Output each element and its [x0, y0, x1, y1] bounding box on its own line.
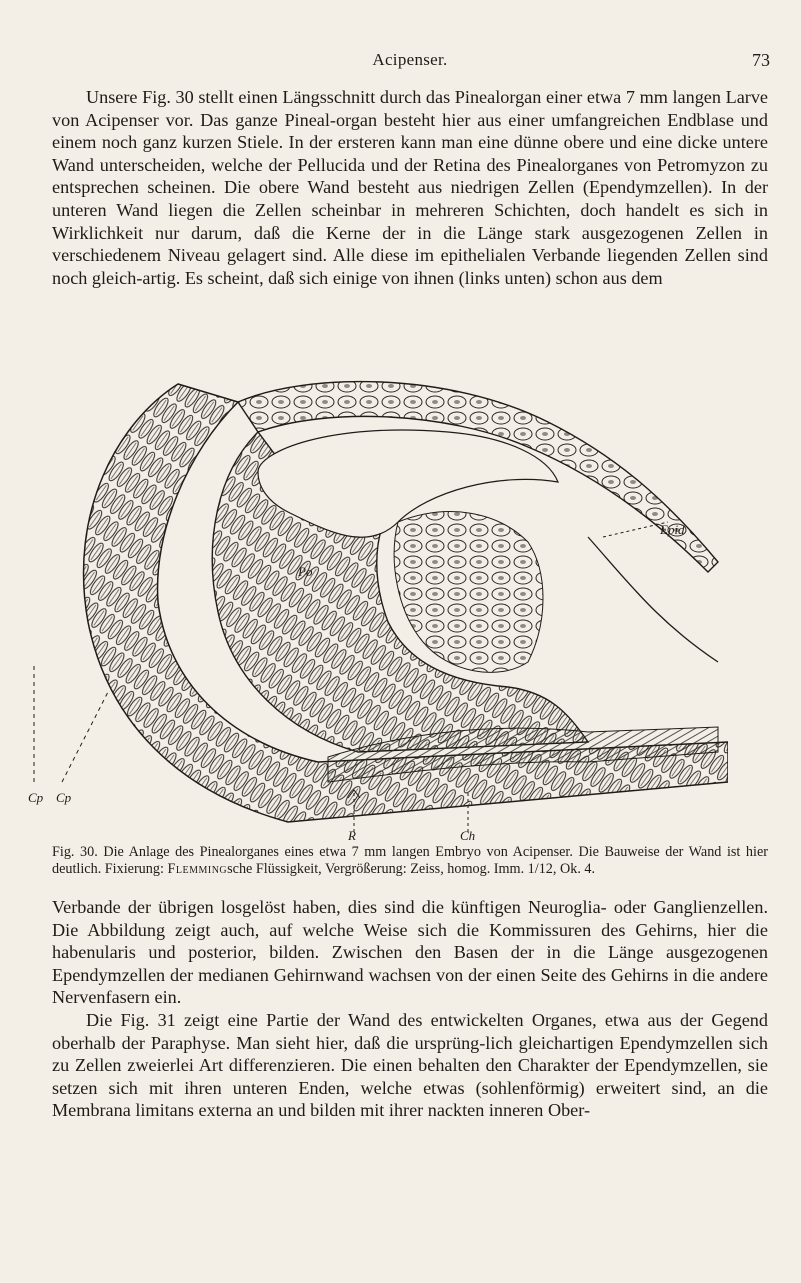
- paragraph-2: Verbande der übrigen losgelöst haben, dies sind die künftigen Neuroglia- oder Ganglienzellen. Die Abbildung zeigt auch, auf welche Weise sich die Kommissuren des Gehirns, hier die habenularis und posterior, bilden. Zwischen den Basen der in die Länge ausgezogenen Ependymzellen der medianen Gehirnwand wachsen von der einen Seite des Gehirns in die andere Nervenfasern ein.: [52, 897, 768, 1008]
- label-cp-left: Cp: [28, 790, 44, 805]
- bottom-text-block: [52, 896, 768, 1122]
- label-r: R: [348, 828, 356, 843]
- caption-prefix: Fig. 30. Die Anlage des Pinealorganes eines etwa 7 mm langen Embryo von Acipenser. Die Bauweise der Wand ist hier deutlich. Fixierung:: [52, 844, 768, 877]
- paragraph-3: Die Fig. 31 zeigt eine Partie der Wand des entwickelten Organes, etwa aus der Gegend oberhalb der Paraphyse. Man sieht hier, daß die ursprüng-lich gleichartigen Ependymzellen sich zu Zellen zweierlei Art differenzieren. Die einen behalten den Charakter der Ependymzellen, sie setzen sich mit ihren unteren Enden, welche etwas (sohlenförmig) erweitert sind, an die Membrana limitans externa an und bilden mit ihrer nackten inneren Ober-: [52, 1009, 768, 1121]
- figure-30: [28, 362, 728, 842]
- epid-leader: [603, 522, 668, 537]
- cp-right-leader: [62, 692, 108, 782]
- running-title: Acipenser.: [372, 50, 448, 69]
- label-po: Po: [298, 564, 313, 579]
- top-text-block: [52, 86, 768, 289]
- label-cp-right: Cp: [56, 790, 72, 805]
- paragraph-1: Unsere Fig. 30 stellt einen Längsschnitt durch das Pinealorgan einer etwa 7 mm langen Larve von Acipenser vor. Das ganze Pineal-organ besteht hier aus einer umfangreichen Endblase und einem noch ganz kurzen Stiele. In der ersteren kann man eine dünne obere und eine dicke untere Wand unterscheiden, welche der Pellucida und der Retina des Pinealorganes von Petromyzon zu entsprechen scheinen. Die obere Wand besteht aus niedrigen Zellen (Ependymzellen). In der unteren Wand liegen die Zellen scheinbar in mehreren Schichten, doch handelt es sich in Wirklichkeit nur darum, daß die Kerne der in die Länge stark ausgezogenen Zellen in verschiedenem Niveau gelagert sind. Alle diese im epithelialen Verbande liegenden Zellen sind noch gleich-artig. Es scheint, daß sich einige von ihnen (links unten) schon aus dem: [52, 87, 768, 288]
- cell-cluster: [394, 512, 543, 673]
- label-epid: Epid: [660, 522, 685, 537]
- page-number: 73: [752, 50, 770, 70]
- caption-suffix: sche Flüssigkeit, Vergrößerung: Zeiss, homog. Imm. 1/12, Ok. 4.: [227, 860, 596, 877]
- caption-name: Flemming: [167, 860, 228, 877]
- pineal-organ-illustration: [28, 362, 728, 842]
- label-ch: Ch: [460, 828, 476, 843]
- page-header: [50, 50, 770, 76]
- figure-caption: [52, 844, 768, 877]
